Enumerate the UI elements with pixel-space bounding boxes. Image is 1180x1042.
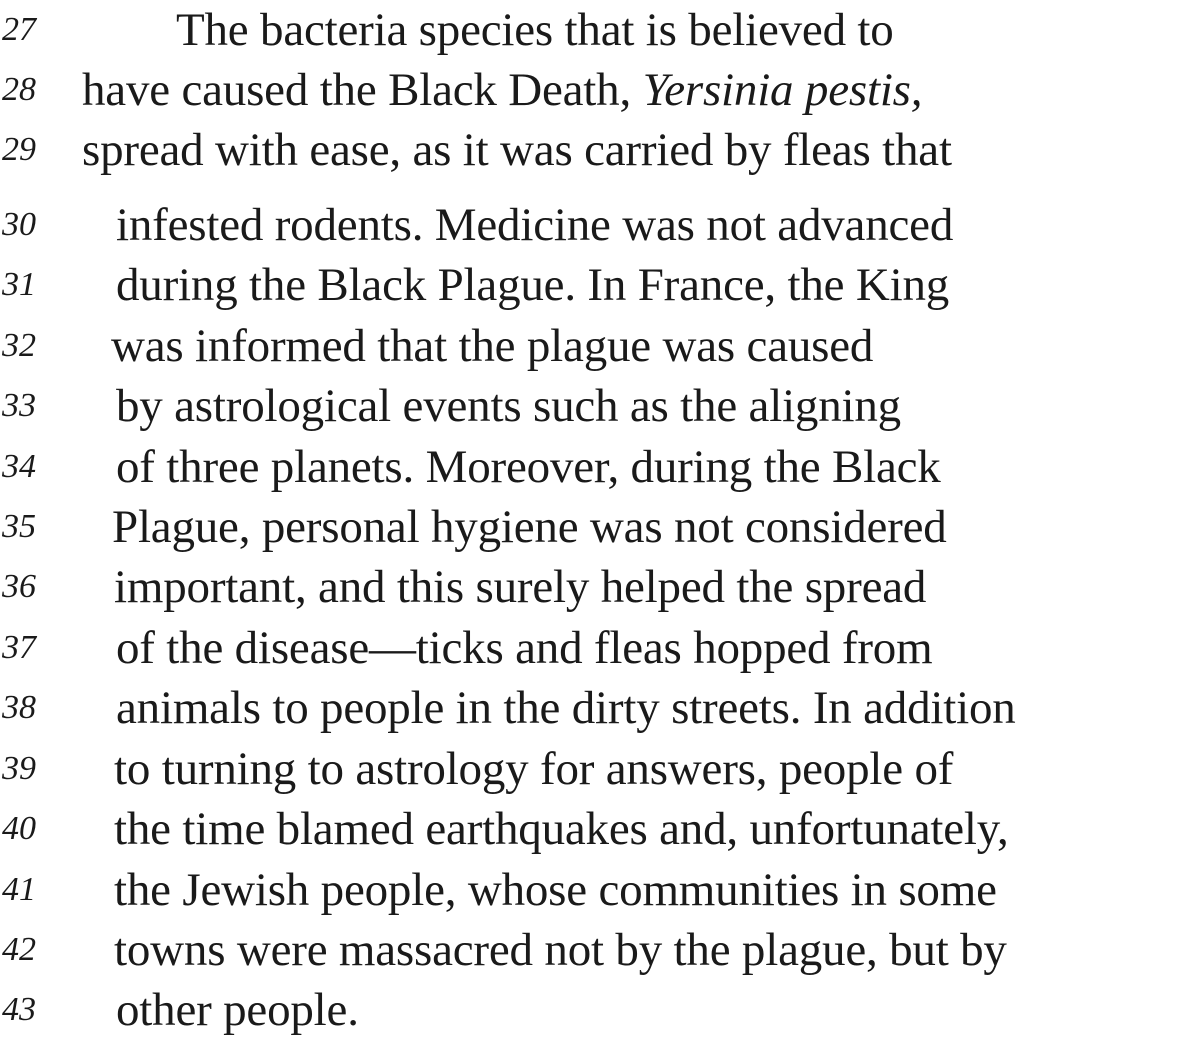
line-text: of three planets. Moreover, during the Black	[116, 441, 941, 493]
line-number: 37	[2, 629, 36, 666]
passage-line	[0, 255, 1180, 315]
line-number: 34	[2, 448, 36, 485]
line-number: 36	[2, 568, 36, 605]
line-number: 28	[2, 71, 36, 108]
line-text: important, and this surely helped the spread	[114, 561, 927, 613]
passage-line	[0, 618, 1180, 678]
line-text: towns were massacred not by the plague, but by	[114, 924, 1007, 976]
passage-line	[0, 376, 1180, 436]
line-text: was informed that the plague was caused	[111, 320, 874, 372]
line-text: the Jewish people, whose communities in some	[114, 864, 997, 916]
line-text: other people.	[116, 984, 359, 1036]
line-text: during the Black Plague. In France, the King	[116, 259, 950, 311]
line-number: 42	[2, 931, 36, 968]
passage-line	[0, 120, 1180, 180]
line-number: 30	[2, 206, 36, 243]
species-name: Yersinia pestis,	[642, 64, 923, 116]
passage-line	[0, 739, 1180, 799]
line-number: 31	[2, 266, 36, 303]
passage-line	[0, 497, 1180, 557]
line-text: The bacteria species that is believed to	[176, 4, 894, 56]
line-number: 29	[2, 131, 36, 168]
line-number: 33	[2, 387, 36, 424]
line-number: 43	[2, 991, 36, 1028]
line-text: the time blamed earthquakes and, unfortunately,	[114, 803, 1009, 855]
passage-line	[0, 557, 1180, 617]
line-text: infested rodents. Medicine was not advanced	[116, 199, 954, 251]
line-number: 39	[2, 750, 36, 787]
line-number: 41	[2, 871, 36, 908]
line-text: of the disease—ticks and fleas hopped from	[116, 622, 933, 674]
passage-line	[0, 195, 1180, 255]
passage-line	[0, 860, 1180, 920]
passage-line	[0, 799, 1180, 859]
line-number: 27	[2, 11, 36, 48]
line-number: 32	[2, 327, 36, 364]
line-text: have caused the Black Death, Yersinia pestis,	[82, 64, 923, 116]
line-number: 38	[2, 689, 36, 726]
line-text: spread with ease, as it was carried by fleas that	[82, 124, 952, 176]
passage-line	[0, 678, 1180, 738]
passage-line	[0, 437, 1180, 497]
line-number: 35	[2, 508, 36, 545]
passage-line	[0, 316, 1180, 376]
line-text: by astrological events such as the aligning	[116, 380, 901, 432]
passage-line	[0, 980, 1180, 1040]
line-text: to turning to astrology for answers, people of	[114, 743, 954, 795]
passage-line	[0, 920, 1180, 980]
line-number: 40	[2, 810, 36, 847]
line-text: Plague, personal hygiene was not considered	[112, 501, 947, 553]
line-text: animals to people in the dirty streets. In addition	[116, 682, 1016, 734]
passage-line	[0, 60, 1180, 120]
passage-line	[0, 0, 1180, 60]
